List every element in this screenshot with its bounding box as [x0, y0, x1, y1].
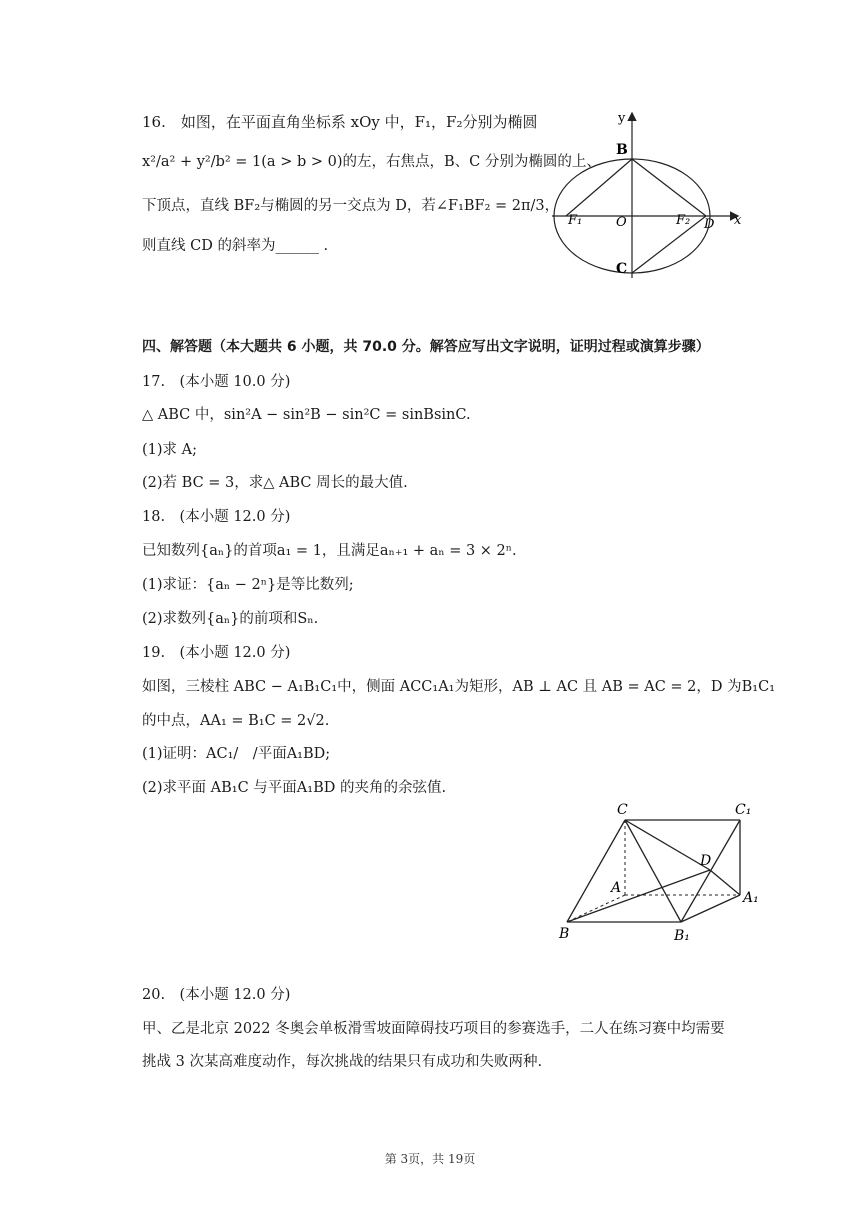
- fig16-label-x: x: [734, 213, 742, 228]
- q19-title: 19. (本小题 12.0 分): [142, 645, 291, 661]
- fig19-label-A1: A₁: [743, 890, 759, 906]
- fig16-label-y: y: [618, 111, 626, 126]
- fig19-label-D: D: [700, 853, 712, 869]
- q16-line2: x²/a² + y²/b² = 1(a > b > 0)的左，右焦点，B、C 分别为椭圆的上、: [142, 154, 601, 170]
- fig16-label-C: C: [616, 261, 628, 277]
- edge-AB-hidden: [567, 895, 625, 922]
- edge-BD: [567, 870, 710, 922]
- q17-line3: (2)若 BC = 3，求△ ABC 周长的最大值.: [142, 475, 408, 491]
- fig19-label-A: A: [611, 880, 622, 896]
- q17-line2: (1)求 A;: [142, 442, 198, 458]
- line-F1B: [566, 159, 632, 216]
- fig19-label-B1: B₁: [674, 928, 690, 944]
- edge-CD: [625, 820, 710, 870]
- edge-B1A1: [681, 895, 740, 922]
- q16-line4: 则直线 CD 的斜率为______ .: [142, 238, 329, 254]
- fig16-label-D: D: [704, 217, 715, 232]
- q19-line4: (2)求平面 AB₁C 与平面A₁BD 的夹角的余弦值.: [142, 780, 447, 796]
- q17-line1: △ ABC 中，sin²A − sin²B − sin²C = sinBsinC.: [142, 407, 471, 423]
- q18-line2: (1)求证：{aₙ − 2ⁿ}是等比数列;: [142, 577, 354, 593]
- q16-line1: 16. 如图，在平面直角坐标系 xOy 中，F₁，F₂分别为椭圆: [142, 113, 538, 131]
- q18-line3: (2)求数列{aₙ}的前项和Sₙ.: [142, 611, 319, 627]
- fig16-label-F2: F₂: [676, 213, 691, 228]
- q20-line2: 挑战 3 次某高难度动作，每次挑战的结果只有成功和失败两种.: [142, 1054, 543, 1070]
- q20-line1: 甲、乙是北京 2022 冬奥会单板滑雪坡面障碍技巧项目的参赛选手，二人在练习赛中均需要: [142, 1021, 725, 1037]
- fig19-label-C1: C₁: [735, 802, 752, 818]
- fig16-label-O: O: [616, 215, 627, 230]
- prism-figure: [555, 800, 775, 950]
- fig16-label-B: B: [616, 142, 628, 158]
- line-CD: [632, 216, 706, 273]
- edge-CB: [567, 820, 625, 922]
- section-heading: 四、解答题（本大题共 6 小题，共 70.0 分。解答应写出文字说明，证明过程或演算步骤）: [142, 339, 710, 355]
- q20-title: 20. (本小题 12.0 分): [142, 987, 291, 1003]
- edge-CB1: [625, 820, 681, 922]
- page-footer: 第 3页，共 19页: [384, 1152, 476, 1166]
- q18-title: 18. (本小题 12.0 分): [142, 509, 291, 525]
- ellipse-figure: [552, 108, 752, 283]
- fig16-label-F1: F₁: [568, 213, 583, 228]
- fig19-label-B: B: [559, 926, 570, 942]
- edge-DA1: [710, 870, 740, 895]
- q17-title: 17. (本小题 10.0 分): [142, 374, 291, 390]
- fig19-label-C: C: [617, 802, 628, 818]
- q19-line1: 如图，三棱柱 ABC − A₁B₁C₁中，侧面 ACC₁A₁为矩形，AB ⊥ AC 且 AB = AC = 2，D 为B₁C₁: [142, 679, 776, 695]
- q19-line2: 的中点，AA₁ = B₁C = 2√2.: [142, 713, 330, 729]
- q18-line1: 已知数列{aₙ}的首项a₁ = 1，且满足aₙ₊₁ + aₙ = 3 × 2ⁿ.: [142, 543, 517, 559]
- line-BD: [632, 159, 706, 216]
- q19-line3: (1)证明：AC₁/ /平面A₁BD;: [142, 746, 331, 762]
- q16-line3: 下顶点，直线 BF₂与椭圆的另一交点为 D，若∠F₁BF₂ = 2π/3，: [142, 198, 560, 214]
